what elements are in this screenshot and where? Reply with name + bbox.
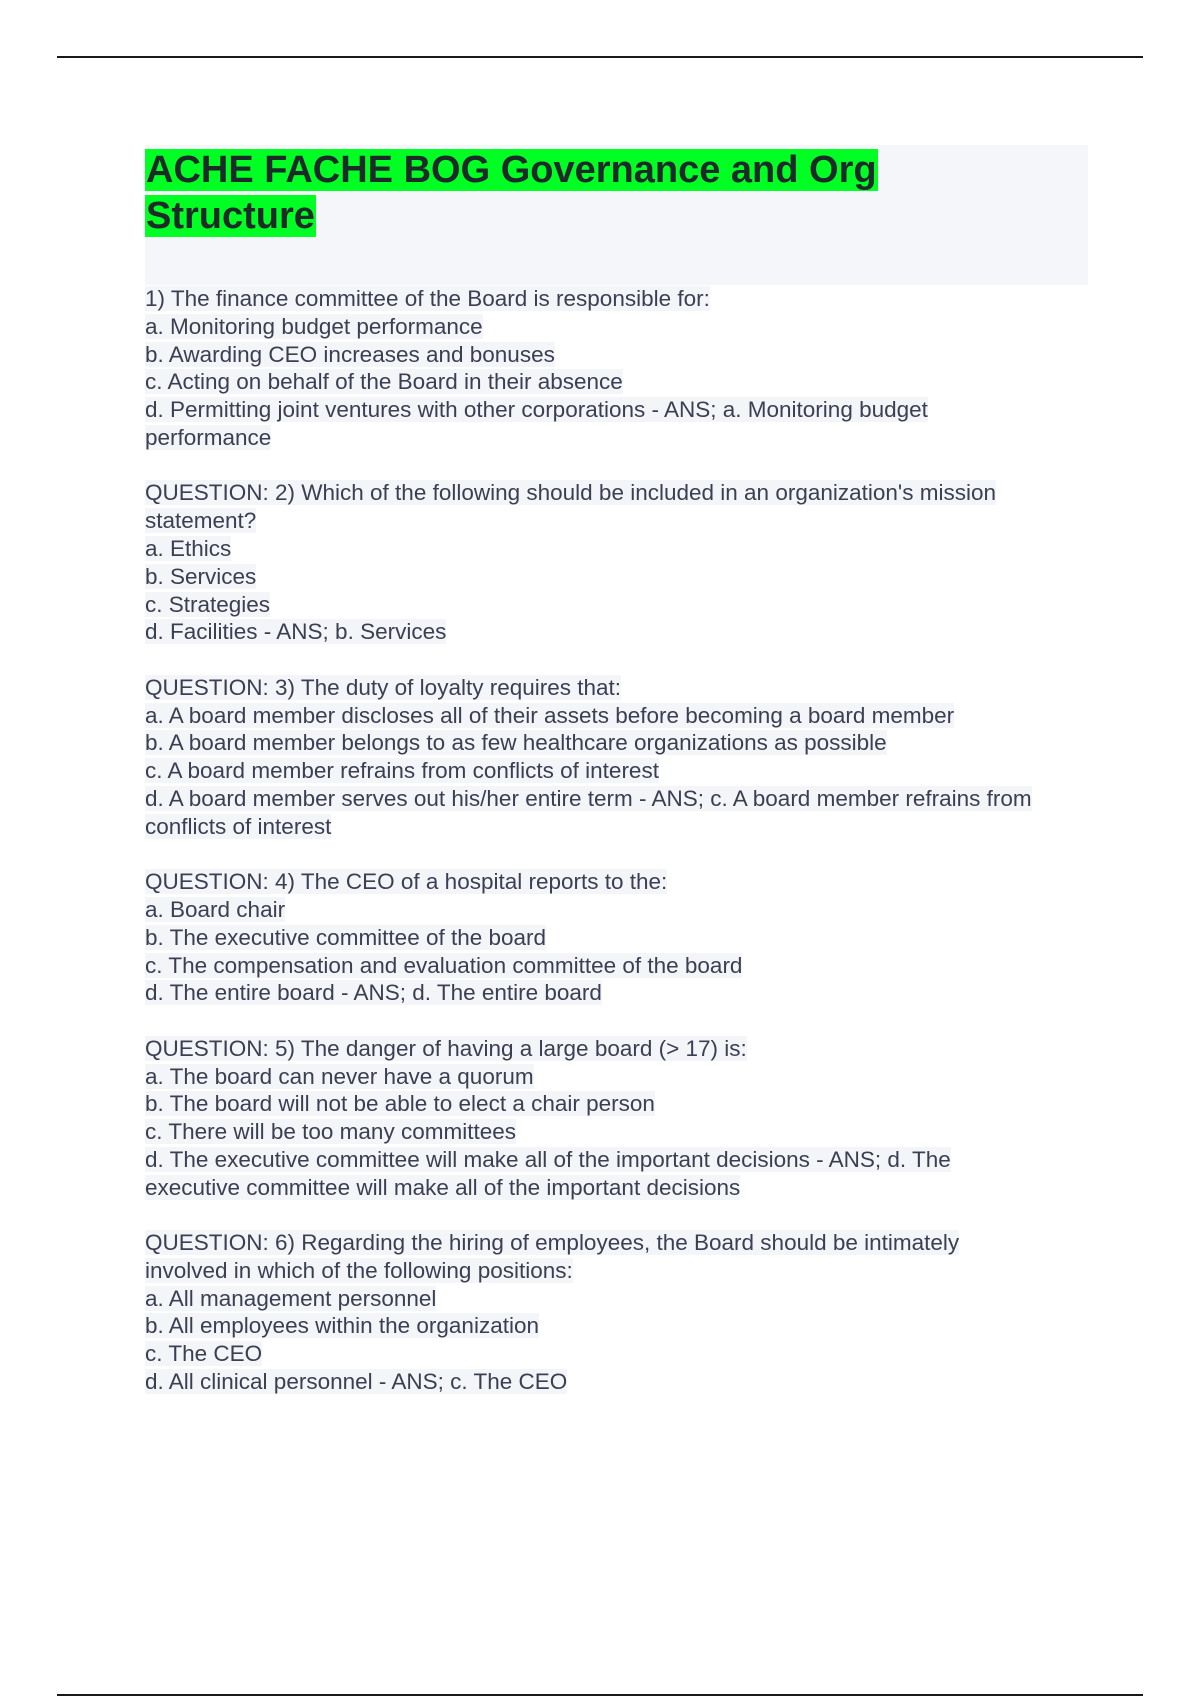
question-stem: QUESTION: 5) The danger of having a large board (> 17) is: [145, 1035, 747, 1061]
question-6 [145, 1229, 1088, 1396]
question-stem: 1) The finance committee of the Board is responsible for: [145, 286, 710, 311]
document-title [145, 147, 935, 239]
answer-option: b. Awarding CEO increases and bonuses [145, 341, 555, 367]
answer-option-with-answer: d. The entire board - ANS; d. The entire board [145, 980, 602, 1006]
question-stem: QUESTION: 4) The CEO of a hospital reports to the: [145, 869, 668, 895]
question-stem: QUESTION: 3) The duty of loyalty requires that: [145, 674, 622, 700]
answer-option: b. A board member belongs to as few healthcare organizations as possible [145, 730, 887, 756]
answer-option: a. A board member discloses all of their assets before becoming a board member [145, 702, 955, 728]
question-1 [145, 285, 1088, 452]
answer-option: a. Ethics [145, 535, 232, 561]
answer-option: a. The board can never have a quorum [145, 1063, 534, 1089]
title-block [145, 145, 1088, 285]
answer-option: a. All management personnel [145, 1285, 437, 1311]
answer-option: b. The board will not be able to elect a chair person [145, 1091, 655, 1117]
answer-option: c. The CEO [145, 1341, 263, 1367]
answer-option-with-answer: d. A board member serves out his/her entire term - ANS; c. A board member refrains from conflicts of interest [145, 785, 1032, 839]
question-5 [145, 1035, 1088, 1202]
question-list [145, 285, 1088, 1396]
title-highlight: ACHE FACHE BOG Governance and Org Structure [146, 149, 877, 237]
answer-option: a. Monitoring budget performance [145, 313, 483, 339]
question-4 [145, 868, 1088, 1007]
answer-option-with-answer: d. Facilities - ANS; b. Services [145, 619, 447, 645]
question-3 [145, 674, 1088, 841]
document-body [145, 145, 1088, 1423]
answer-option: b. The executive committee of the board [145, 924, 547, 950]
top-rule [57, 56, 1143, 58]
answer-option: c. There will be too many committees [145, 1119, 516, 1145]
question-stem: QUESTION: 2) Which of the following should be included in an organization's mission statement? [145, 480, 996, 534]
question-2 [145, 479, 1088, 646]
answer-option-with-answer: d. Permitting joint ventures with other corporations - ANS; a. Monitoring budget performance [145, 397, 928, 450]
bottom-rule [57, 1694, 1143, 1696]
answer-option-with-answer: d. All clinical personnel - ANS; c. The CEO [145, 1369, 568, 1395]
answer-option: b. Services [145, 563, 257, 589]
answer-option: c. The compensation and evaluation committee of the board [145, 952, 743, 978]
question-stem: QUESTION: 6) Regarding the hiring of employees, the Board should be intimately involved in which of the following positions: [145, 1230, 960, 1283]
answer-option: c. A board member refrains from conflicts of interest [145, 758, 659, 784]
answer-option: c. Strategies [145, 591, 271, 617]
answer-option: a. Board chair [145, 896, 286, 922]
answer-option: b. All employees within the organization [145, 1313, 539, 1339]
answer-option-with-answer: d. The executive committee will make all of the important decisions - ANS; d. The executive committee will make all of the important decisions [145, 1146, 951, 1200]
answer-option: c. Acting on behalf of the Board in their absence [145, 369, 623, 395]
